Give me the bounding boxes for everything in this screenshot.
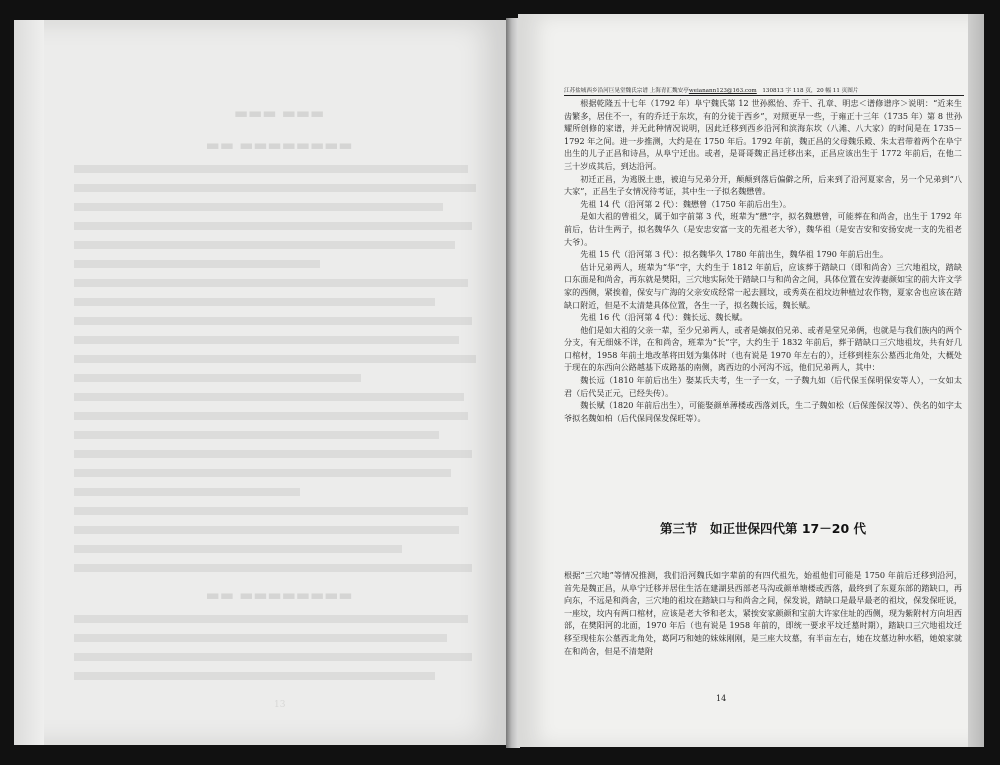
section-body	[564, 561, 962, 665]
paragraph: 根据乾隆五十七年（1792 年）阜宁魏氏第 12 世孙熙怡、乔干、孔章、明忠＜谱修谱序＞说明：“近来生齿繁多，居住不一，有的乔迁于东坎，有的分徒于西乡”，对照更早一些，于雍正十三年（1735 年）第 8 世孙耀所创修的家谱，并无此种情况说明，因此迁移到西乡沿河和滨海东坎（八滩、八大家）的时间是在 1735－1792 年之间。进一步推测，大约是在 1750 年后。1792 年前，魏正昌的父母魏乐殿、朱太君带着两个在阜宁出生的儿子正昌和诗昌，从阜宁迁出。或者，是哥哥魏正昌迁移出来，正昌应该出生于 1772 年前后，在他二三十岁成其后，到达沿河。	[564, 98, 962, 171]
header-email: weianann123@163.com	[688, 88, 757, 94]
ghost-section-title-2: ▬▬ ▬▬▬▬▬▬▬▬	[205, 586, 353, 604]
paragraph: 根据“三穴地”等情况推测，我们沿河魏氏如字辈前的有四代祖先，始祖他们可能是 1750 年前后迁移到沿河，首先是魏正昌，从阜宁迁移并居住生活在建湖县西部老马沟或颜单塘楼或西落，最终到了东夏东部的踏缺口，再向东，不远是和尚舍，三穴地的祖坟在踏缺口与和尚舍之间，保发说，踏缺口是最早最老的祖坟，保发保旺说，一座坟，坟内有两口棺材，应该是老大爷和老太，紧挨安家颜颜和宝前大许家住址的西侧，现为紫附村方向坦西部，在樊阳河的北面，1970 年后（也有说是 1958 年前的，即统一要求平坟迁墓时期），踏缺口三穴地祖坟迁移至现桂东公墓西北角处，葛阿巧和她的妹妹刚刚，是三座大坟墓，有半亩左右，她在坟墓边种水稻，她娘家就在和尚舍，但是不清楚附	[564, 570, 962, 656]
paragraph: 初迁正昌，为逃脱土患，被迫与兄弟分开，颠颠到落后偏僻之所，后来到了沿河夏家舍，另一个兄弟到“八大家”，正昌生子女情况待考证，其中生一子拟名魏懋曾。	[564, 173, 962, 197]
page-number: 14	[716, 694, 727, 703]
left-page	[14, 20, 508, 745]
paragraph: 他们是如大祖的父亲一辈，至少兄弟两人，或者是嫡叔伯兄弟、或者是堂兄弟俩，也就是与我们族内的两个分支，有无细妹不详，在和尚舍，班辈为“长”字，大约生于 1832 年前后，葬于踏缺口三穴地祖坟，共有好几口棺材，1958 年前土地改革将田划为集体时（也有说是 1970 年左右的），迁移到桂东公墓西北角处，大概处于现在的东西向公路越基下成路基的南侧，离西边的小河沟不远，他们兄弟两人，其中：	[564, 324, 962, 373]
header-stats: 130813 字 118 页，20 幅 11 页图片	[762, 88, 859, 94]
ghost-chapter-title: ▬▬▬ ▬▬▬	[233, 104, 325, 122]
header-title: 江苏盐城西乡沿河巨晃堂魏氏宗谱 上海青汇魏安亭	[564, 88, 689, 94]
paragraph: 先祖 15 代（沿河第 3 代）：拟名魏华久 1780 年前出生，魏华祖 1790 年前后出生。	[580, 249, 889, 260]
paragraph: 魏长赋（1820 年前后出生），可能娶颜单薄楼或西落刘氏，生二子魏如松（后保莲保汉等）、佚名的如字太爷拟名魏如柏（后代保同保发保旺等）。	[564, 400, 962, 423]
running-header	[564, 86, 964, 96]
right-page-edge	[968, 14, 984, 747]
paragraph: 先祖 16 代（沿河第 4 代）：魏长远、魏长赋。	[580, 312, 748, 323]
paragraph: 估计兄弟两人，班辈为“华”字，大约生于 1812 年前后，应该葬于踏缺口（即和尚舍）三穴地祖坟，踏缺口东面是和尚舍，再东就是樊阳，三穴地实际处于踏缺口与和尚舍之间，具体位置在安涛妻颜如宝的前大许文学家的西侧，紧挨着，保安与广海的父亲安成经常一起去圆坟，或秀英在祖坟边种植过农作物，夏家舍也应该在踏缺口附近，但是不太清楚具体位置，各生一子，拟名魏长远，魏长赋。	[564, 261, 962, 310]
paragraph: 是如大祖的曾祖父，属于如字前第 3 代，班辈为“懋”字，拟名魏懋曾，可能葬在和尚舍，出生于 1792 年前后，估计生两子，拟名魏华久（是安忠安富一支的先祖老大爷），魏华祖（是安吉安和安扬安虎一支的先祖老大爷）。	[564, 211, 962, 247]
paragraph: 先祖 14 代（沿河第 2 代）：魏懋曾（1750 年前后出生）。	[580, 198, 791, 209]
left-page-number: 13	[274, 700, 286, 710]
section-title: 第三节 如正世保四代第 17－20 代	[660, 521, 866, 536]
left-page-edge	[14, 20, 44, 745]
body-text	[564, 97, 962, 424]
paragraph: 魏长远（1810 年前后出生）娶某氏夫考，生一子一女，一子魏九如（后代保玉保明保安等人），一女如太君（后代吴正元，已经失传）。	[564, 375, 962, 398]
show-through-text	[74, 90, 484, 710]
ghost-section-title: ▬▬ ▬▬▬▬▬▬▬▬	[205, 136, 353, 154]
